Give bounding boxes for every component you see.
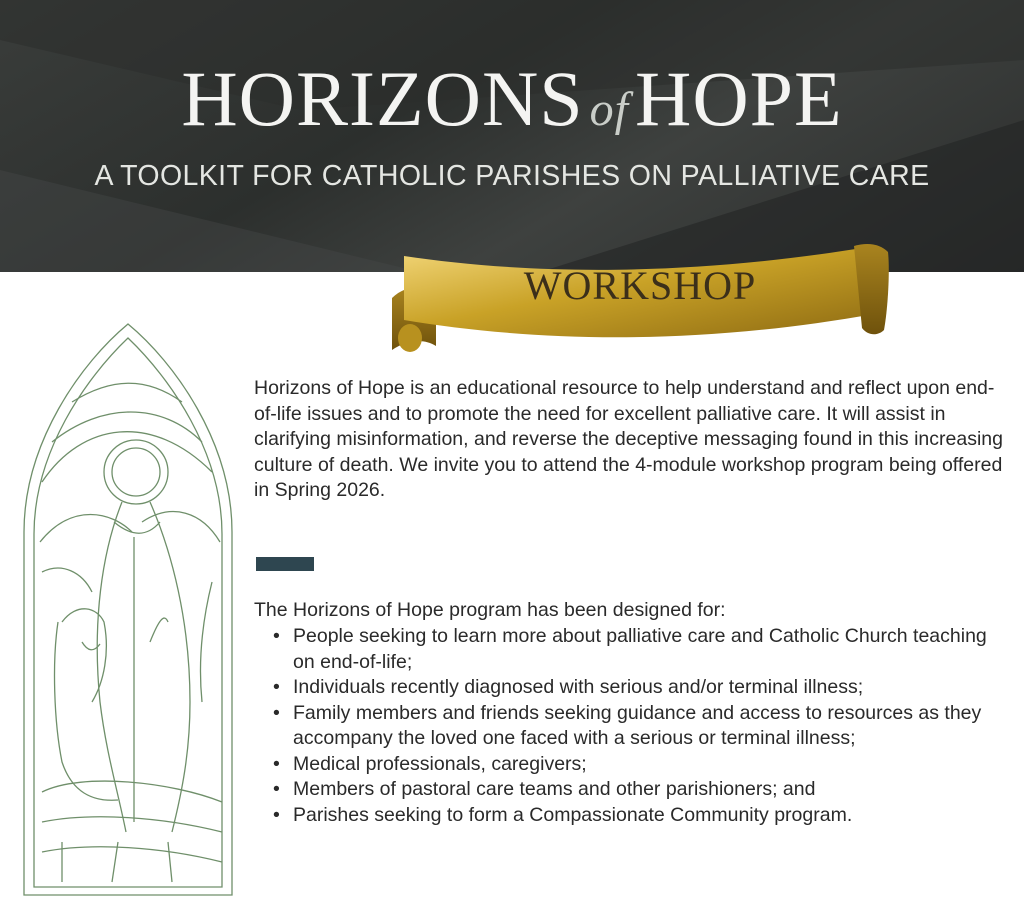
section-divider xyxy=(256,557,314,571)
list-item xyxy=(270,624,1010,675)
list-item-text: Parishes seeking to form a Compassionate Community program. xyxy=(293,803,853,826)
intro-paragraph: Horizons of Hope is an educational resource to help understand and reflect upon end-of-life issues and to promote the need for excellent palliative care. It will assist in clarifying misinformation, and reverse the deceptive messaging found in this increasing culture of death. We invite you to attend the 4-module workshop program being offered in Spring 2026. xyxy=(254,377,1003,501)
bullet-icon: • xyxy=(273,778,280,800)
list-item-text: Members of pastoral care teams and other parishioners; and xyxy=(293,778,816,800)
list-item xyxy=(270,803,1010,829)
list-item-text: Medical professionals, caregivers; xyxy=(293,752,587,775)
stained-glass-window-icon xyxy=(22,322,234,897)
page-title xyxy=(0,55,1024,142)
bullet-icon: • xyxy=(273,803,280,826)
bullet-icon: • xyxy=(273,701,280,724)
page-subtitle: A TOOLKIT FOR CATHOLIC PARISHES ON PALLIATIVE CARE xyxy=(94,160,930,192)
list-item xyxy=(270,752,1010,778)
bullet-icon: • xyxy=(273,752,280,775)
bullet-icon: • xyxy=(273,625,280,647)
audience-list xyxy=(270,624,1010,828)
list-item-text: People seeking to learn more about palliative care and Catholic Church teaching on end-of-life; xyxy=(293,625,987,673)
title-hope: HOPE xyxy=(635,55,843,142)
title-of: of xyxy=(589,83,629,136)
header-banner xyxy=(0,0,1024,272)
list-item-text: Family members and friends seeking guidance and access to resources as they accompany the loved one faced with a serious or terminal illness; xyxy=(293,701,982,749)
list-item xyxy=(270,701,1010,752)
workshop-label: WORKSHOP xyxy=(523,263,757,308)
list-item-text: Individuals recently diagnosed with serious and/or terminal illness; xyxy=(293,676,864,698)
program-heading: The Horizons of Hope program has been designed for: xyxy=(254,599,726,621)
list-item xyxy=(270,675,1010,701)
bullet-icon: • xyxy=(273,676,280,698)
list-item xyxy=(270,777,1010,803)
title-horizons: HORIZONS xyxy=(181,55,584,142)
